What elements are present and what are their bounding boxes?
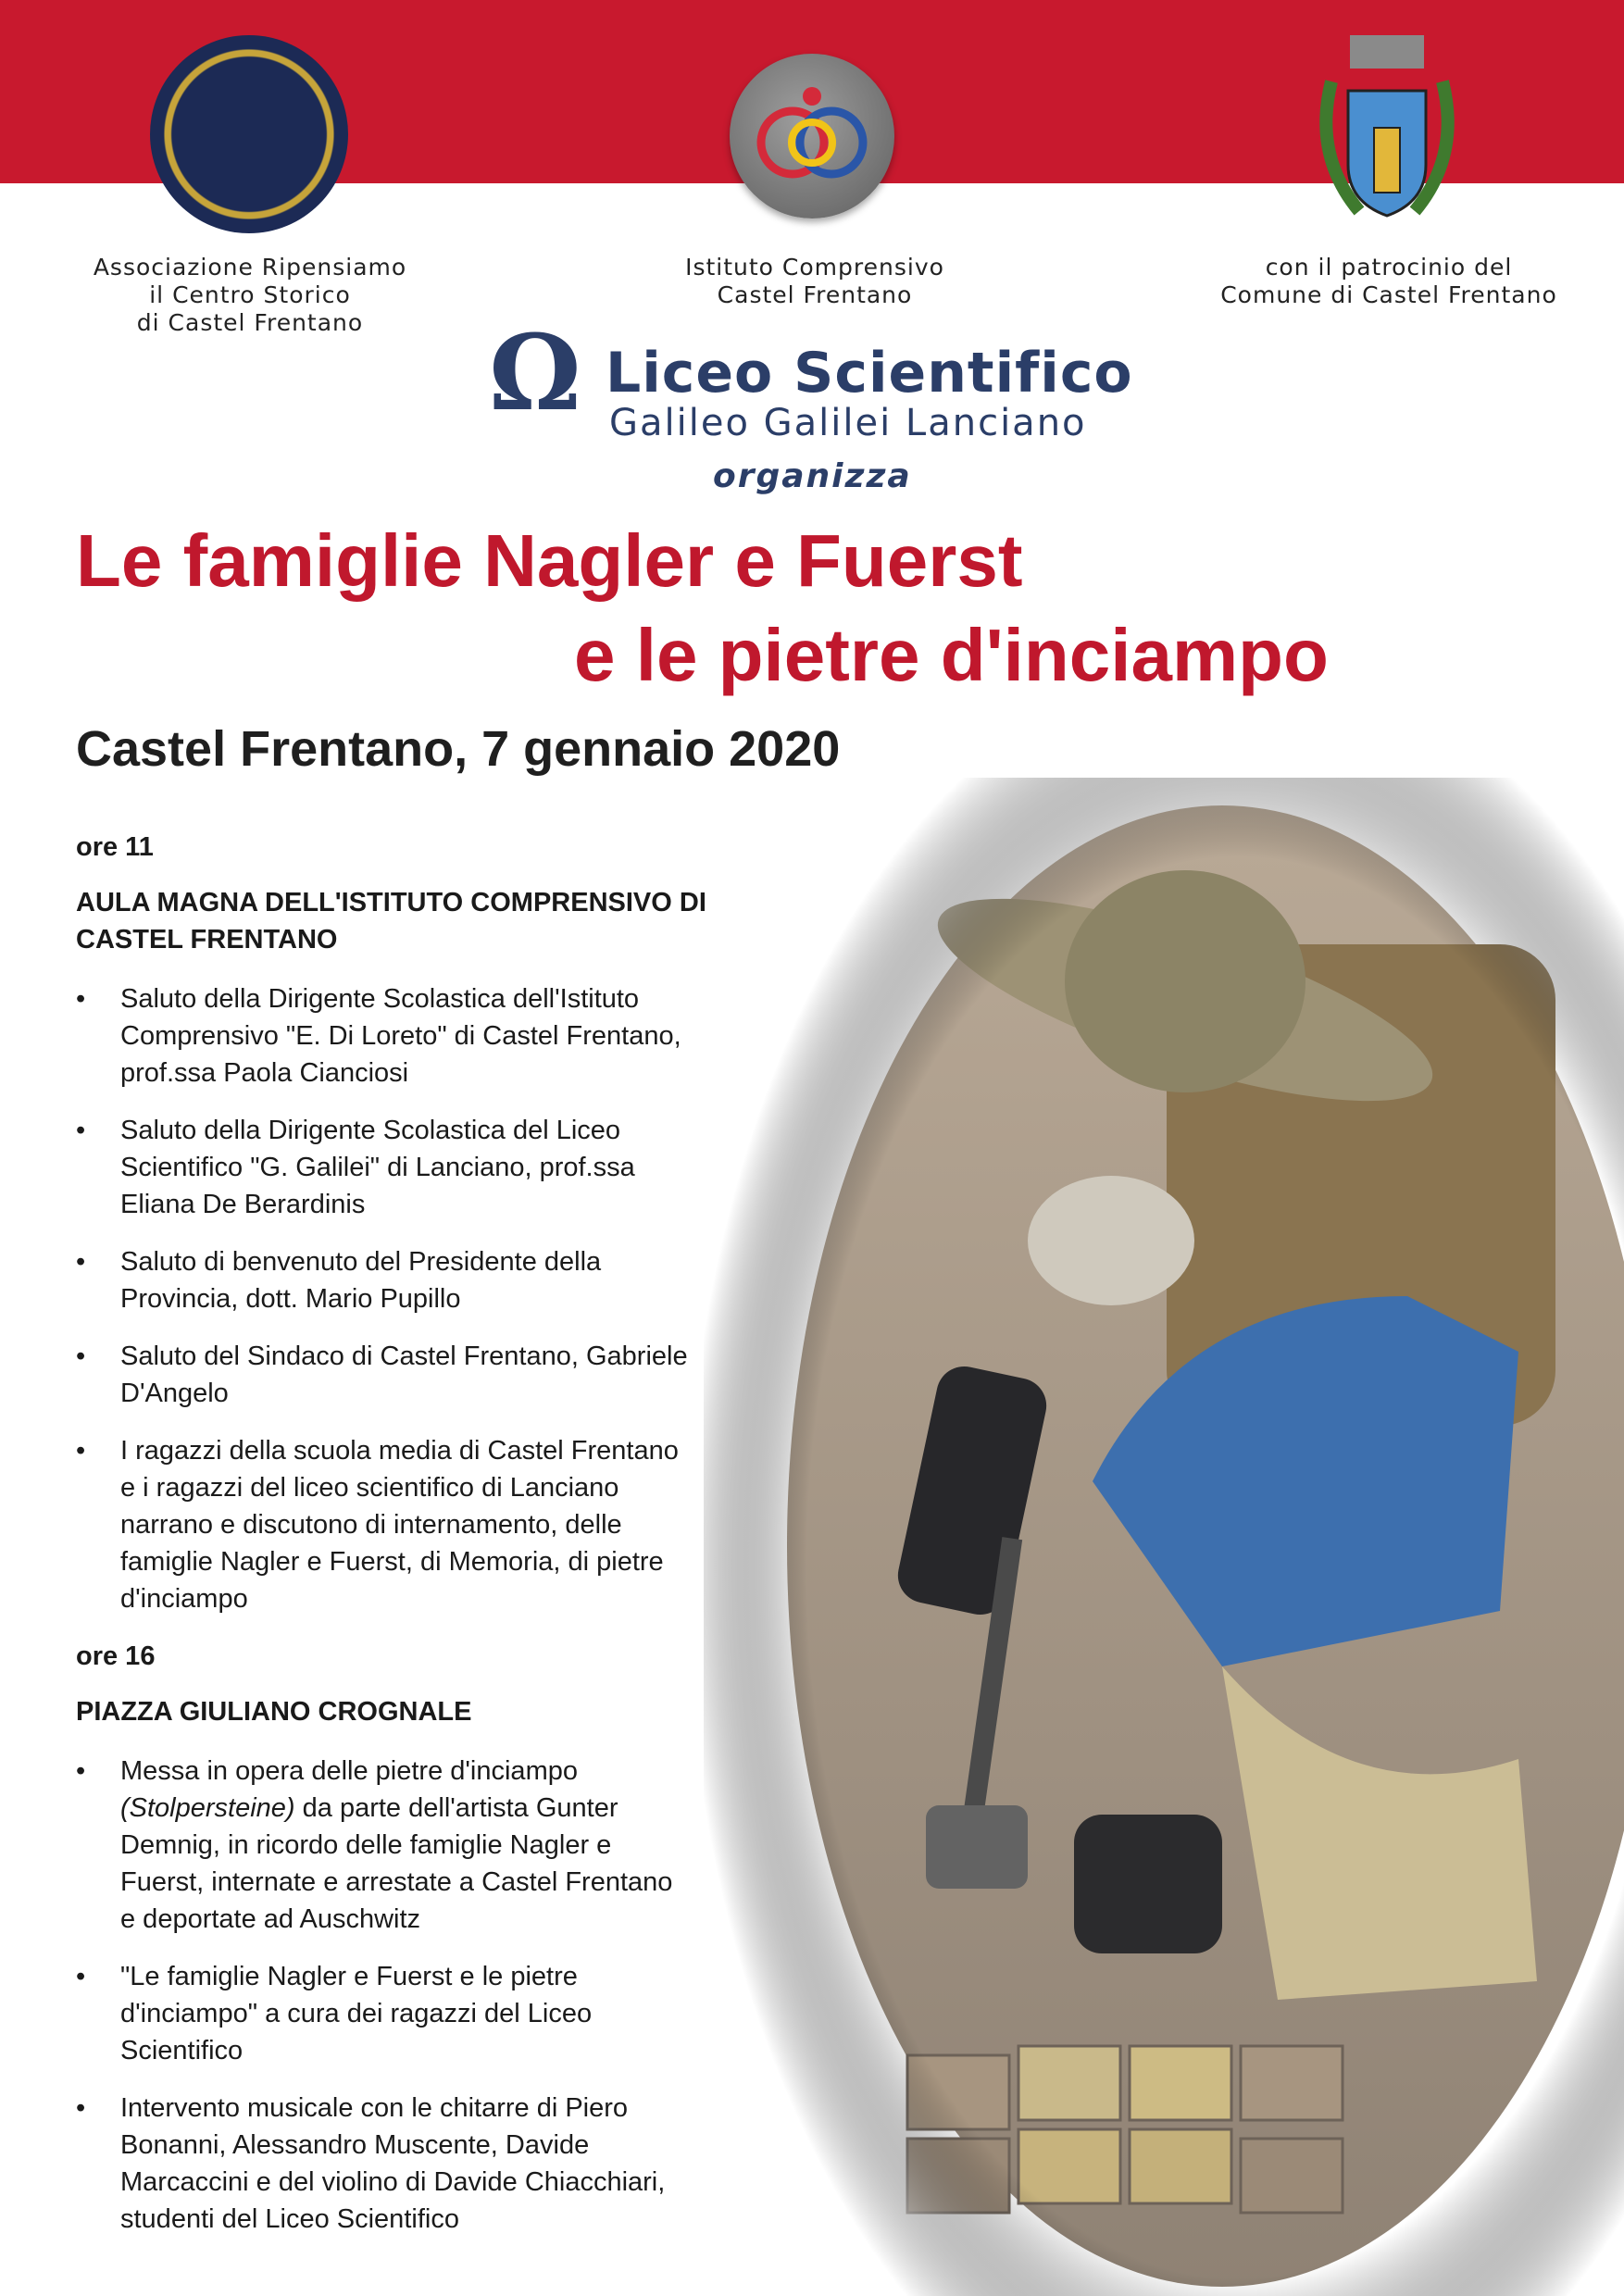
item-line: e i ragazzi del liceo scientifico di Lanciano (120, 1473, 619, 1503)
partner-association-caption (56, 254, 444, 337)
morning-items (76, 980, 724, 1617)
list-item (76, 1243, 724, 1317)
list-item (76, 1338, 724, 1412)
partner-comune-caption (1185, 254, 1593, 309)
italic-term: (Stolpersteine) (120, 1793, 295, 1823)
organizer-subname: Galileo Galilei Lanciano (609, 402, 1087, 444)
caption-line: il Centro Storico (149, 281, 351, 308)
event-program (76, 829, 724, 2258)
item-line: • Saluto della Dirigente Scolastica del Liceo (120, 1116, 621, 1145)
item-line: Provincia, dott. Mario Pupillo (120, 1284, 461, 1314)
event-title-line1: Le famiglie Nagler e Fuerst (76, 519, 1023, 602)
omega-icon: Ω (489, 313, 581, 434)
partner-istituto-caption (630, 254, 1000, 309)
item-line (120, 1790, 724, 1827)
item-line: Eliana De Berardinis (120, 1190, 366, 1219)
istituto-comprensivo-logo (730, 54, 894, 218)
morning-time: ore 11 (76, 832, 154, 862)
morning-venue (76, 884, 724, 958)
liceo-logo (489, 313, 1156, 455)
item-line: • Saluto di benvenuto del Presidente della (120, 1247, 602, 1277)
item-line: d'inciampo (120, 1584, 248, 1614)
item-line: D'Angelo (120, 1379, 229, 1408)
caption-line: Associazione Ripensiamo (93, 254, 407, 281)
event-place-date: Castel Frentano, 7 gennaio 2020 (76, 721, 841, 777)
venue-line: AULA MAGNA DELL'ISTITUTO COMPRENSIVO DI (76, 888, 706, 917)
item-line: Demnig, in ricordo delle famiglie Nagler e (120, 1830, 612, 1860)
list-item (76, 1958, 724, 2069)
item-line: studenti del Liceo Scientifico (120, 2204, 459, 2234)
list-item (76, 1753, 724, 1938)
item-line: famiglie Nagler e Fuerst, di Memoria, di pietre (120, 1547, 664, 1577)
association-seal-logo (150, 35, 348, 233)
afternoon-time: ore 16 (76, 1641, 156, 1671)
item-line: • Intervento musicale con le chitarre di Piero (120, 2093, 629, 2123)
caption-line: Castel Frentano (717, 281, 913, 308)
caption-line: con il patrocinio del (1265, 254, 1513, 281)
item-line: • "Le famiglie Nagler e Fuerst e le pietre (120, 1962, 578, 1991)
item-line: prof.ssa Paola Cianciosi (120, 1058, 409, 1088)
stolpersteine-artist-photo (704, 778, 1624, 2296)
afternoon-venue: PIAZZA GIULIANO CROGNALE (76, 1697, 472, 1727)
item-line: • I ragazzi della scuola media di Castel Frentano (120, 1436, 679, 1466)
item-line: • Saluto del Sindaco di Castel Frentano, Gabriele (120, 1341, 688, 1371)
afternoon-items (76, 1753, 724, 2238)
item-line: narrano e discutono di internamento, delle (120, 1510, 622, 1540)
item-line: Fuerst, internate e arrestate a Castel Frentano (120, 1867, 673, 1897)
comune-coat-of-arms-logo (1294, 26, 1480, 248)
item-line: e deportate ad Auschwitz (120, 1904, 421, 1934)
list-item (76, 1112, 724, 1223)
organizer-name: Liceo Scientifico (606, 341, 1133, 406)
caption-line: di Castel Frentano (136, 309, 364, 336)
item-line: Marcaccini e del violino di Davide Chiacchiari, (120, 2167, 666, 2197)
caption-line: Comune di Castel Frentano (1220, 281, 1557, 308)
item-line: Bonanni, Alessandro Muscente, Davide (120, 2130, 590, 2160)
venue-line: CASTEL FRENTANO (76, 925, 338, 955)
item-line: • Saluto della Dirigente Scolastica dell'Istituto (120, 984, 640, 1014)
item-line: Scientifico (120, 2036, 244, 2065)
item-line: d'inciampo" a cura dei ragazzi del Liceo (120, 1999, 593, 2028)
item-line: • Messa in opera delle pietre d'inciampo (120, 1756, 578, 1786)
list-item (76, 2090, 724, 2238)
event-title-line2: e le pietre d'inciampo (574, 614, 1329, 696)
list-item (76, 1432, 724, 1617)
item-line: Scientifico "G. Galilei" di Lanciano, prof.ssa (120, 1153, 635, 1182)
item-line: Comprensivo "E. Di Loreto" di Castel Frentano, (120, 1021, 681, 1051)
caption-line: Istituto Comprensivo (685, 254, 944, 281)
item-text: da parte dell'artista Gunter (294, 1793, 618, 1823)
list-item (76, 980, 724, 1092)
organizer-verb: organizza (713, 457, 912, 495)
